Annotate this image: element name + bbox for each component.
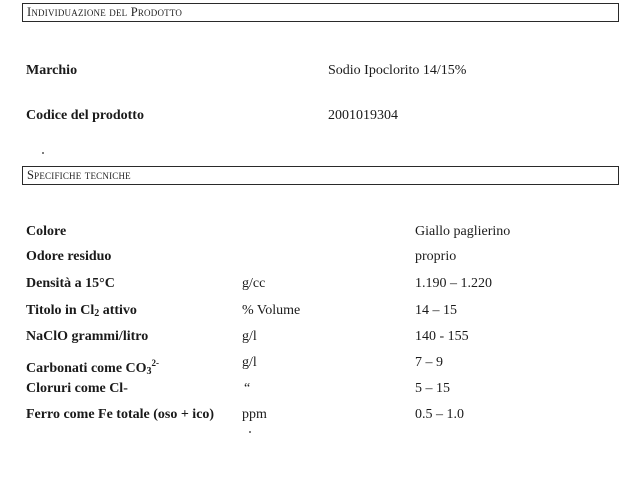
spec-label: Cloruri come Cl- <box>26 381 128 396</box>
spec-label-text-suffix: attivo <box>99 303 137 318</box>
field-value-brand: Sodio Ipoclorito 14/15% <box>328 63 467 78</box>
spec-value: 1.190 – 1.220 <box>415 276 492 291</box>
spec-unit: g/cc <box>242 276 266 291</box>
section-title-identification: Individuazione del Prodotto <box>27 5 183 19</box>
spec-value: 14 – 15 <box>415 303 457 318</box>
spec-unit: g/l <box>242 329 257 344</box>
spec-value: 5 – 15 <box>415 381 450 396</box>
spec-label-superscript: 2- <box>151 358 160 368</box>
spec-row-chlorides <box>26 380 616 398</box>
spec-label <box>26 354 159 381</box>
scan-speck <box>249 431 251 433</box>
field-row-product-code <box>26 107 616 125</box>
spec-label: NaClO grammi/litro <box>26 329 149 344</box>
spec-value: Giallo paglierino <box>415 224 511 239</box>
section-header-identification <box>22 3 619 22</box>
spec-unit: % Volume <box>242 303 301 318</box>
spec-label: Odore residuo <box>26 249 112 264</box>
spec-row-active-chlorine <box>26 302 616 320</box>
spec-row-odor <box>26 248 616 266</box>
spec-value: 7 – 9 <box>415 355 443 370</box>
spec-label: Colore <box>26 224 67 239</box>
spec-label-subscript: 3 <box>146 366 152 377</box>
section-title-specs: Specifiche tecniche <box>27 168 131 182</box>
scan-speck <box>42 152 44 154</box>
field-label-product-code: Codice del prodotto <box>26 108 144 123</box>
spec-row-iron <box>26 406 616 424</box>
spec-unit: g/l <box>242 355 257 370</box>
spec-row-naclo <box>26 328 616 346</box>
spec-row-density <box>26 275 616 293</box>
spec-row-carbonates <box>26 354 616 377</box>
spec-label-subscript: 2 <box>94 308 100 319</box>
field-value-product-code: 2001019304 <box>328 108 398 123</box>
section-header-specs <box>22 166 619 185</box>
field-row-brand <box>26 62 616 80</box>
spec-row-color <box>26 223 616 241</box>
spec-label <box>26 302 137 323</box>
spec-unit: ppm <box>242 407 267 422</box>
spec-unit: “ <box>244 381 251 396</box>
spec-value: proprio <box>415 249 457 264</box>
spec-label: Densità a 15°C <box>26 276 115 291</box>
spec-value: 140 - 155 <box>415 329 469 344</box>
spec-label-text: Titolo in Cl <box>26 303 95 318</box>
spec-label-text: Carbonati come CO <box>26 361 147 376</box>
spec-label: Ferro come Fe totale (oso + ico) <box>26 407 215 422</box>
spec-value: 0.5 – 1.0 <box>415 407 464 422</box>
field-label-brand: Marchio <box>26 63 78 78</box>
